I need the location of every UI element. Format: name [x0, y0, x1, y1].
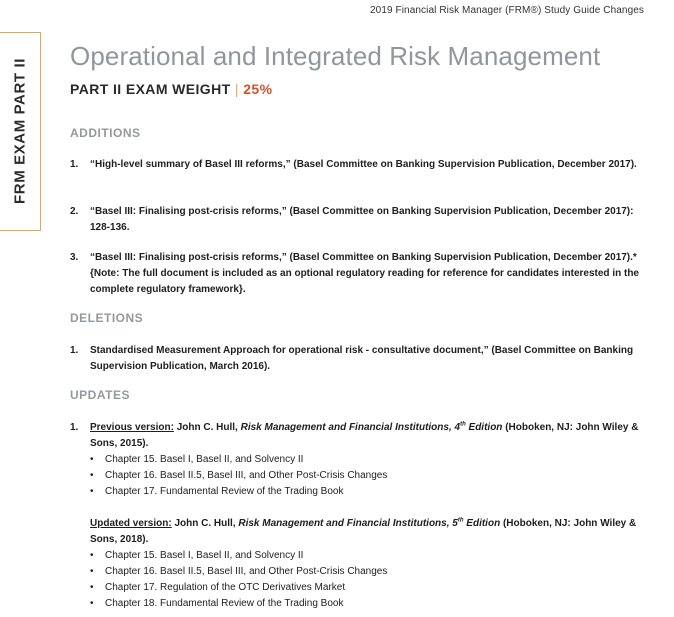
exam-weight-separator: | [234, 81, 239, 97]
updates-heading: UPDATES [70, 388, 130, 402]
updated-book-title: Risk Management and Financial Institutions, 5th Edition [238, 517, 501, 529]
updated-author: John C. Hull, [174, 518, 236, 529]
previous-chapter-list [90, 452, 650, 500]
page-title: Operational and Integrated Risk Management [70, 41, 601, 71]
previous-book-title: Risk Management and Financial Institutions, 4th Edition [240, 421, 503, 433]
previous-publisher: (Hoboken, NJ: John Wiley & Sons, 2015). [90, 422, 639, 449]
list-text: “Basel III: Finalising post-crisis reforms,” (Basel Committee on Banking Supervision Publication, December 2017): 128-136. [90, 206, 634, 233]
list-text: “Basel III: Finalising post-crisis reforms,” (Basel Committee on Banking Supervision Publication, December 2017).* {Note: The full document is included as an optional regulatory reading for reference for candidates interested in the complete regulatory framework}. [90, 252, 639, 295]
additions-heading: ADDITIONS [70, 126, 141, 140]
deletions-heading: DELETIONS [70, 311, 144, 325]
previous-author: John C. Hull, [176, 422, 238, 433]
list-number: 1. [70, 422, 79, 433]
additions-item-1 [70, 157, 650, 173]
list-text: Standardised Measurement Approach for operational risk - consultative document,” (Basel Committee on Banking Supervision Publication, March 2016). [90, 345, 634, 372]
exam-weight [70, 81, 272, 97]
additions-item-3 [70, 250, 650, 298]
list-number: 1. [70, 345, 79, 356]
list-item: • Chapter 16. Basel II.5, Basel III, and Other Post-Crisis Changes [90, 470, 388, 481]
list-item: • Chapter 15. Basel I, Basel II, and Solvency II [90, 550, 304, 561]
updated-publisher: (Hoboken, NJ: John Wiley & Sons, 2018). [90, 518, 637, 545]
previous-version-label: Previous version: [90, 422, 174, 433]
updates-item-1 [70, 420, 650, 612]
updated-version-label: Updated version: [90, 518, 172, 529]
list-item: • Chapter 17. Regulation of the OTC Derivatives Market [90, 582, 346, 593]
list-item: • Chapter 15. Basel I, Basel II, and Solvency II [90, 454, 304, 465]
list-number: 2. [70, 206, 79, 217]
deletions-item-1 [70, 343, 650, 375]
list-item: • Chapter 17. Fundamental Review of the Trading Book [90, 486, 344, 497]
exam-weight-label: PART II EXAM WEIGHT [70, 81, 231, 97]
list-number: 1. [70, 159, 79, 170]
list-item: • Chapter 18. Fundamental Review of the Trading Book [90, 598, 344, 609]
updated-chapter-list [90, 548, 650, 612]
sidebar-label: FRM EXAM PART II [11, 58, 29, 204]
list-number: 3. [70, 252, 79, 263]
list-text: “High-level summary of Basel III reforms,” (Basel Committee on Banking Supervision Publication, December 2017). [90, 159, 637, 170]
list-item: • Chapter 16. Basel II.5, Basel III, and Other Post-Crisis Changes [90, 566, 388, 577]
additions-item-2 [70, 204, 650, 236]
previous-version [90, 420, 650, 612]
header-note: 2019 Financial Risk Manager (FRM®) Study Guide Changes [370, 5, 644, 16]
exam-weight-value: 25% [243, 81, 273, 97]
